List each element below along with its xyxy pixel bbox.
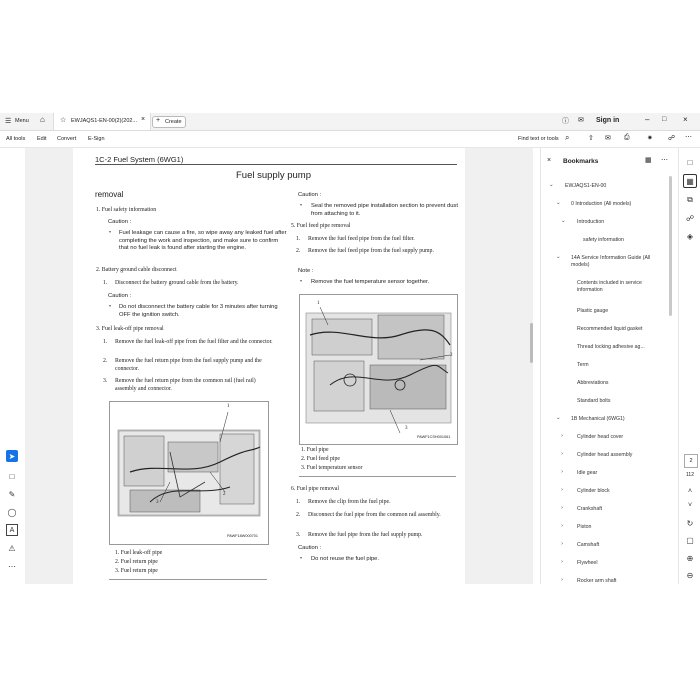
step-5-2-text: Remove the fuel feed pipe from the fuel supply pump. [308,248,434,254]
step-5-1-text: Remove the fuel feed pipe from the fuel filter. [308,236,415,242]
step-3-3: 3. [103,378,108,384]
chevron-right-icon[interactable]: › [561,523,564,529]
caution-1: Caution : [108,219,132,225]
bookmark-item[interactable]: Flywheel [577,560,598,566]
bookmark-item[interactable]: Cylinder head cover [577,434,624,440]
chevron-down-icon[interactable]: ⌄ [556,200,561,206]
bookmark-item[interactable]: Rocker arm shaft [577,578,617,584]
callout-2: 2 [450,353,453,358]
chevron-right-icon[interactable]: › [561,469,564,475]
step-2-1: 1. [103,280,108,286]
right-rail [678,148,700,584]
caution-2-text: Do not disconnect the battery cable for 3 minutes after turning OFF the ignition switch. [119,304,278,318]
lasso-icon[interactable]: ◯ [7,507,17,517]
home-icon[interactable]: ⌂ [40,115,45,124]
chevron-down-icon[interactable]: ⌄ [556,415,561,421]
step-6-3: 3. [296,532,301,538]
bullet-dot: • [300,556,303,562]
legend-item: 2. Fuel feed pipe [301,456,340,462]
engine-diagram-right [300,295,457,444]
comment-icon[interactable]: □ [9,471,15,481]
plus-icon: + [156,117,161,124]
chevron-right-icon[interactable]: › [561,451,564,457]
fit-page-icon[interactable]: ▢ [686,535,694,545]
chevron-down-icon[interactable]: ⌄ [549,182,554,188]
step-6-1-text: Remove the clip from the fuel pipe. [308,499,391,505]
document-tab[interactable] [53,113,151,130]
caution-seal: Caution : [298,192,322,198]
step-3-3-text: Remove the fuel return pipe from the common rail (fuel rail) assembly and connector. [115,378,256,392]
toolbar-all-tools[interactable]: All tools [6,136,26,142]
zoom-in-icon[interactable]: ⊕ [686,553,694,563]
close-panel-icon[interactable]: × [547,157,552,164]
mail-icon[interactable]: ✉ [605,135,611,142]
rotate-icon[interactable]: ↻ [686,518,694,528]
figure-fuel-leak-off-pipe [109,401,269,545]
comments-icon[interactable]: □ [687,157,693,167]
bookmark-item[interactable]: 14A Service Information Guide (All models) [571,255,651,268]
callout-3: 3 [156,500,159,505]
bookmark-item[interactable]: Idle gear [577,470,598,476]
chevron-right-icon[interactable]: › [561,577,564,583]
callout-1: 1 [317,301,320,306]
legend-item: 3. Fuel return pipe [115,568,158,574]
step-5-1: 1. [296,236,301,242]
search-icon[interactable]: ⌕ [565,133,570,142]
pages-icon[interactable]: ⧉ [687,195,693,204]
page-title: Fuel supply pump [236,170,311,181]
bookmark-item[interactable]: 1B Mechanical (6WG1) [571,416,625,422]
create-button[interactable] [152,116,186,128]
menu-label[interactable]: Menu [15,118,29,124]
legend-rule [109,579,267,580]
page-header: 1C-2 Fuel System (6WG1) [95,155,184,164]
bullet-dot: • [300,203,303,209]
step-5: 5. Fuel feed pipe removal [291,223,351,229]
bookmarks-icon[interactable]: ▦ [683,174,697,188]
bookmark-item[interactable]: Abbreviations [577,380,609,386]
callout-1: 1 [227,404,230,409]
engine-diagram-left [110,402,268,544]
step-3-2-text: Remove the fuel return pipe from the fuel supply pump and the connector. [115,358,262,372]
chevron-right-icon[interactable]: › [561,559,564,565]
acrobat-window [0,113,700,584]
print-icon[interactable]: ⎙ [624,134,630,141]
draw-icon[interactable]: ✎ [8,489,16,499]
zoom-out-icon[interactable]: ⊖ [686,570,694,580]
legend-item: 3. Fuel temperature sensor [301,465,363,471]
help-icon[interactable]: ⓘ [562,118,569,125]
scroll-up-icon[interactable]: ˄ [687,487,693,495]
chevron-right-icon[interactable]: › [561,505,564,511]
chevron-right-icon[interactable]: › [561,541,564,547]
pdf-page [73,148,465,584]
notifications-icon[interactable]: ✉ [578,117,584,124]
bookmark-item[interactable]: Recommended liquid gasket [577,326,643,332]
ai-assistant-icon[interactable]: ✷ [647,135,653,142]
bookmark-item[interactable]: Camshaft [577,542,600,548]
figure-code: PAWF1CSH001061 [417,435,451,439]
more-options-icon[interactable]: ⋯ [661,157,668,164]
bookmark-item[interactable]: Piston [577,524,592,530]
legend-item: 1. Fuel pipe [301,447,329,453]
step-2-1-text: Disconnect the battery ground cable from the battery. [115,280,239,286]
step-3-1: 1. [103,339,108,345]
star-icon[interactable]: ☆ [60,117,67,124]
more-options-icon[interactable]: ⋯ [685,134,692,141]
header-rule [95,164,457,165]
close-tab-icon[interactable]: × [141,116,146,123]
note-text: Remove the fuel temperature sensor together. [311,279,430,285]
find-text-label[interactable]: Find text or tools [518,136,559,142]
step-6: 6. Fuel pipe removal [291,486,339,492]
caution-1-text: Fuel leakage can cause a fire, so wipe away any leaked fuel after completing the work and inspection, and make sure to confirm that no fuel leak is found after starting the engine. [119,230,287,252]
toolbar [0,131,700,148]
page-number-box[interactable]: 2 [684,454,698,468]
callout-2: 2 [223,492,226,497]
step-6-2-text: Disconnect the fuel pipe from the common rail assembly. [308,512,441,518]
chevron-right-icon[interactable]: › [561,487,564,493]
bookmarks-panel [540,148,673,584]
caution-last-text: Do not reuse the fuel pipe. [311,556,379,562]
caution-2: Caution : [108,293,132,299]
link-icon[interactable]: ☍ [668,135,676,142]
attachments-icon[interactable]: ☍ [685,213,695,223]
bookmark-item[interactable]: Thread locking adhesive ag... [577,344,645,350]
page-total: 112 [686,472,694,478]
legend-rule [299,476,456,477]
create-label: Create [165,119,182,125]
bookmark-item[interactable]: Contents included in service information [577,280,642,293]
bookmarks-title: Bookmarks [563,158,599,165]
figure-code: PAWF18W000701 [227,534,259,538]
select-tool-icon[interactable]: ➤ [6,450,18,462]
caution-last: Caution : [298,545,322,551]
step-1: 1. Fuel safety information [96,207,157,213]
bookmark-item[interactable]: Cylinder block [577,488,610,494]
figure-fuel-feed-pipe [299,294,458,445]
bookmark-options-icon[interactable]: ▦ [645,157,652,164]
scroll-down-icon[interactable]: ˅ [687,501,693,509]
bookmark-item[interactable]: Plastic gauge [577,308,609,314]
bookmark-item[interactable]: EWJAQS1-EN-00 [565,183,607,189]
step-3: 3. Fuel leak-off pipe removal [96,326,164,332]
bookmark-item[interactable]: Standard bolts [577,398,611,404]
callout-3: 3 [405,426,408,431]
document-tab-title: EWJAQS1-EN-00(2)(202... [71,118,138,124]
chevron-down-icon[interactable]: ⌄ [561,218,566,224]
step-2: 2. Battery ground cable disconnect [96,267,177,273]
upload-icon[interactable]: ⇧ [588,135,594,142]
bullet-dot: • [109,304,112,310]
step-5-2: 2. [296,248,301,254]
caution-seal-text: Seal the removed pipe installation section to prevent dust from attaching to it. [311,203,458,217]
text-box-icon[interactable]: A [6,524,18,536]
chevron-down-icon[interactable]: ⌄ [556,254,561,260]
toolbar-edit[interactable]: Edit [37,136,47,142]
legend-item: 1. Fuel leak-off pipe [115,550,163,556]
bullet-dot: • [300,279,303,285]
toolbar-convert[interactable]: Convert [57,136,77,142]
minimize-icon[interactable]: – [645,115,650,124]
bookmark-item[interactable]: Crankshaft [577,506,603,512]
more-tools-icon[interactable]: ⋯ [8,561,16,571]
sign-in-button[interactable]: Sign in [596,117,620,124]
step-6-2: 2. [296,512,301,518]
bookmark-item[interactable]: Cylinder head assembly [577,452,633,458]
tab-bar [0,113,700,131]
step-6-3-text: Remove the fuel pipe from the fuel supply pump. [308,532,423,538]
section-heading: removal [95,190,124,199]
bookmark-item[interactable]: safety information [583,237,624,243]
bookmark-item[interactable]: Introduction [577,219,605,225]
bookmark-item[interactable]: Term [577,362,589,368]
step-3-2: 2. [103,358,108,364]
document-viewer[interactable] [25,148,533,584]
left-tools-rail [0,148,25,584]
note-label: Note : [298,268,314,274]
hamburger-icon[interactable]: ☰ [5,118,12,125]
chevron-right-icon[interactable]: › [561,433,564,439]
step-6-1: 1. [296,499,301,505]
panel-scrollbar[interactable] [669,176,672,316]
viewer-scrollbar[interactable] [530,323,533,363]
bookmark-item[interactable]: 0 Introduction (All models) [571,201,632,207]
layers-icon[interactable]: ◈ [686,231,694,241]
close-window-icon[interactable]: × [683,115,688,124]
legend-item: 2. Fuel return pipe [115,559,158,565]
step-3-1-text: Remove the fuel leak-off pipe from the fuel filter and the connector. [115,339,273,345]
bullet-dot: • [109,230,112,236]
toolbar-esign[interactable]: E-Sign [88,136,105,142]
stamp-icon[interactable]: ⚠ [8,543,16,553]
maximize-icon[interactable]: □ [662,116,667,123]
